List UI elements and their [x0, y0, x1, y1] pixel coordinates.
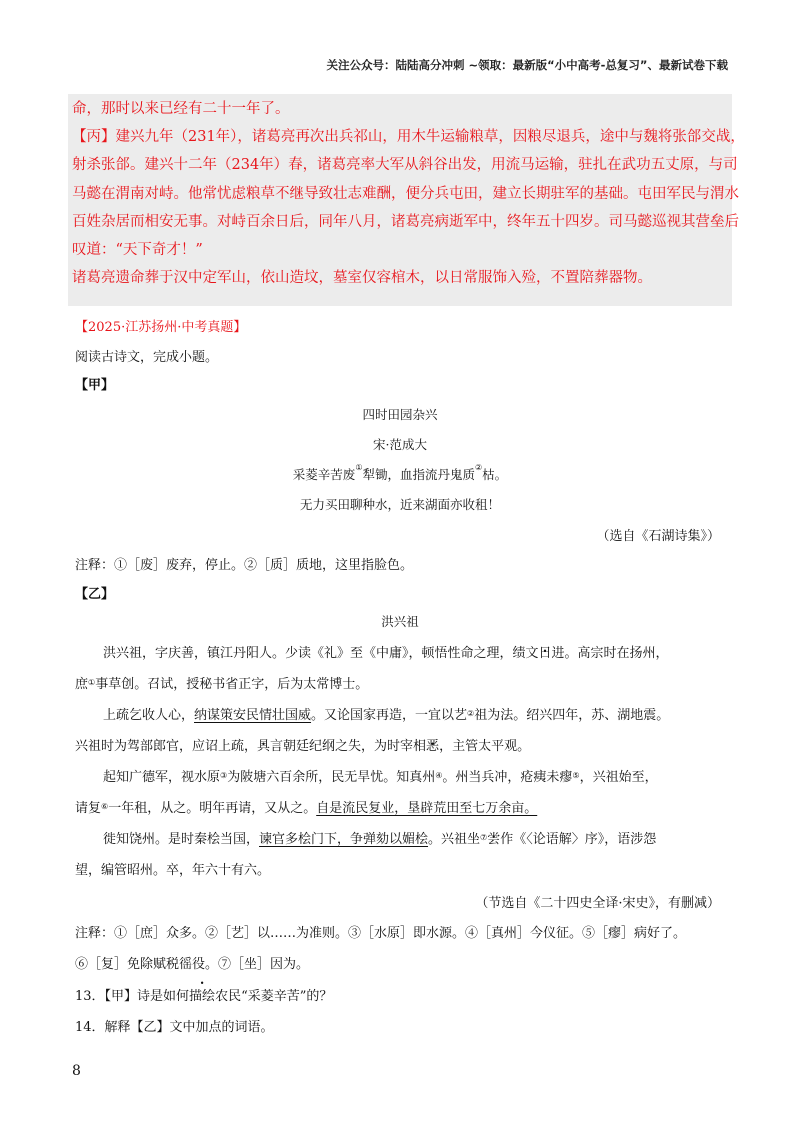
- dotted-word: 具 •: [257, 739, 270, 754]
- question-14: 14．解释【乙】文中加点的词语。: [75, 1020, 274, 1035]
- bing-line: 百姓杂居而相安无事。对峙百余日后，同年八月，诸葛亮病逝军中，终年五十四岁。司马懿巡视其营垒后: [72, 213, 739, 230]
- yi-label: 【乙】: [75, 587, 115, 602]
- text: 进。高宗时在扬州，: [551, 646, 669, 661]
- text: ，主管太平观。: [439, 739, 531, 754]
- text: 为陂塘六百余所，民无旱忧。知真州: [227, 770, 436, 785]
- bing-line: 叹道：“天下奇才！”: [72, 242, 203, 259]
- footnote-marker: ①: [355, 463, 363, 472]
- bing-line: 马懿在渭南对峙。他常忧虑粮草不继导致壮志难酬，便分兵屯田，建立长期驻军的基础。屯田军民与渭水: [72, 185, 739, 202]
- yi-p1-line2: [75, 669, 730, 700]
- yi-p2-line2: [75, 731, 730, 762]
- text: 。又论国家再造，一宜以艺: [311, 708, 468, 723]
- text: 言朝廷纪纲之失，为时宰相: [270, 739, 427, 754]
- jia-notes: 注释：①［废］废弃，停止。②［质］质地，这里指脸色。: [75, 558, 414, 573]
- dotted-word: 描绘: [189, 989, 216, 1004]
- text: 兴祖时为驾部郎官，应诏上疏，: [75, 739, 258, 754]
- bing-line: 诸葛亮遗命葬于汉中定军山，依山造坟，墓室仅容棺木，以日常服饰入殓，不置陪葬器物。: [72, 270, 652, 287]
- yi-notes-line1: 注释：①［庶］众多。②［艺］以……为准则。③［水原］即水源。④［真州］今仪征。⑤［瘳］病好了。: [75, 926, 687, 941]
- footnote-marker: ②: [467, 709, 475, 718]
- text: 祖为法。绍兴四年，苏、湖地震。: [474, 708, 670, 723]
- poem-text: 采菱辛苦废: [292, 467, 356, 482]
- poem-title: 四时田园杂兴: [362, 407, 438, 422]
- bing-line: 命，那时以来已经有二十一年了。: [72, 101, 290, 117]
- text: 。州当兵冲，疮痍未瘳: [442, 770, 573, 785]
- yi-title: 洪兴祖: [381, 614, 419, 629]
- text: 起知广德军，视水原: [103, 770, 221, 785]
- dotted-word: 尝 •: [487, 832, 500, 847]
- footnote-marker: ⑥: [101, 802, 109, 811]
- text: 。兴祖坐: [428, 832, 481, 847]
- text: 事草创。召试，授秘书省正字，后为太常博士。: [95, 677, 369, 692]
- yi-p1-line1: [75, 638, 730, 669]
- footnote-marker: ⑦: [480, 833, 488, 842]
- underlined-sentence: 纳谋策安民情壮国威: [194, 708, 312, 723]
- footnote-marker: ①: [88, 678, 96, 687]
- yi-p3-line2: [75, 793, 730, 824]
- page-header: 关注公众号：陆陆高分冲刺 ~领取：最新版“小中高考-总复习”、最新试卷下载: [326, 58, 728, 72]
- instruction: 阅读古诗文，完成小题。: [75, 350, 219, 365]
- underlined-sentence: 谏官多桧门下，争弹劾以媚桧: [259, 832, 429, 847]
- text: 上疏乞收人心，: [103, 708, 195, 723]
- bing-line: 【丙】建兴九年（231年），诸葛亮再次出兵祁山，用木牛运输粮草，因粮尽退兵，途中与魏将张郃交战，: [72, 129, 745, 146]
- passage-bing: [72, 95, 745, 292]
- footnote-marker: ②: [475, 463, 483, 472]
- bing-line: 射杀张郃。建兴十二年（234年）春，诸葛亮率大军从斜谷出发，用流马运输，驻扎在武功五丈原，与司: [72, 157, 738, 174]
- text: 13．【甲】诗是如何: [75, 989, 190, 1004]
- dotted-word: 恶 •: [426, 739, 439, 754]
- yi-text: [75, 638, 730, 886]
- text: 农民“采菱辛苦”的？: [215, 989, 333, 1004]
- yi-p2-line1: [75, 700, 730, 731]
- footnote-marker: ⑤: [572, 771, 580, 780]
- page-number: 8: [72, 1063, 81, 1079]
- source-tag: 【2025·江苏扬州·中考真题】: [75, 320, 247, 335]
- poem-text: 犁锄，血指流丹鬼质: [362, 467, 475, 482]
- text: 洪兴祖，字庆善，镇江丹阳人。少读《礼》至《中庸》，顿悟性命之理，绩文: [103, 646, 539, 661]
- question-13: [75, 985, 332, 1004]
- yi-p4-line2: [75, 855, 730, 886]
- poem-author: 宋·范成大: [373, 437, 427, 452]
- text: 作《〈论语解〉序》，语涉怨: [500, 832, 657, 847]
- poem-source: （选自《石湖诗集》）: [596, 529, 720, 544]
- yi-source: （节选自《二十四史全译·宋史》，有删减）: [475, 896, 720, 911]
- jia-label: 【甲】: [75, 378, 115, 393]
- yi-notes-line2: ⑥［复］免除赋税徭役。⑦［坐］因为。: [75, 957, 310, 972]
- text: 庶: [75, 677, 89, 692]
- dotted-word: 日 •: [539, 646, 552, 661]
- text: 一年租，从之。明年再请，又从之。: [108, 801, 317, 816]
- underlined-sentence: 自是流民复业，垦辟荒田至七万余亩。: [316, 801, 538, 816]
- footnote-marker: ④: [435, 771, 443, 780]
- text: 徙知饶州。是时秦桧当国，: [103, 832, 260, 847]
- text: 望，编管昭州。卒，年六十有六。: [75, 863, 271, 878]
- text: 请复: [75, 801, 102, 816]
- yi-p4-line1: [75, 824, 730, 855]
- yi-p3-line1: [75, 762, 730, 793]
- poem-line-1: [0, 465, 800, 483]
- footnote-marker: ③: [220, 771, 228, 780]
- text: ，兴祖始至，: [579, 770, 658, 785]
- poem-line-2: 无力买田聊种水，近来湖面亦收租！: [299, 497, 500, 512]
- poem-text: 枯。: [482, 467, 508, 482]
